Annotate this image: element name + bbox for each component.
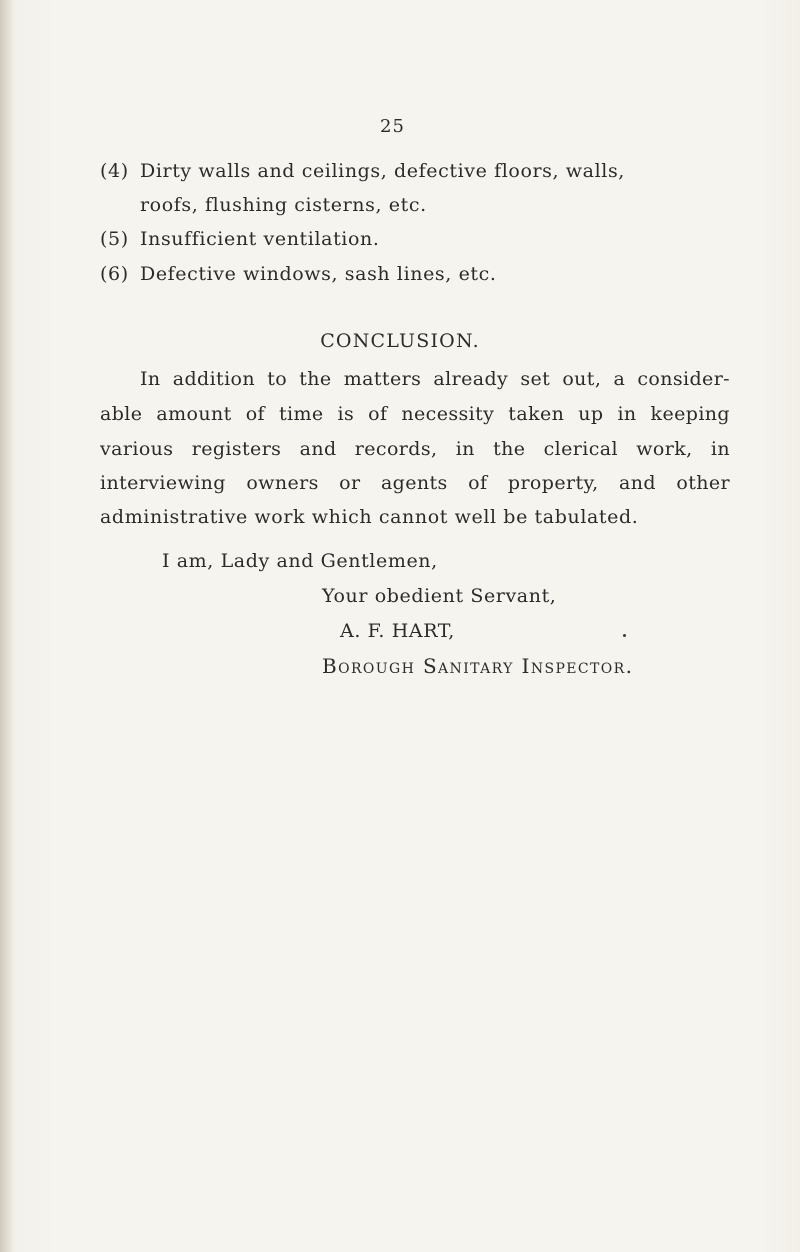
paragraph-line: able amount of time is of necessity taken up in keeping xyxy=(100,403,730,425)
list-item-number: (5) xyxy=(100,228,129,250)
closing-salutation: I am, Lady and Gentlemen, xyxy=(162,550,438,572)
page-binding-edge xyxy=(0,0,14,1252)
section-heading: CONCLUSION. xyxy=(320,330,480,352)
paragraph-line: interviewing owners or agents of property, and other xyxy=(100,472,730,494)
list-item-text: Dirty walls and ceilings, defective floors, walls, xyxy=(140,160,625,182)
list-item-number: (6) xyxy=(100,263,129,285)
signature-name: A. F. HART, xyxy=(340,620,455,642)
page-number: 25 xyxy=(380,116,405,137)
list-item-number: (4) xyxy=(100,160,129,182)
closing-valediction: Your obedient Servant, xyxy=(322,585,557,607)
paragraph-line: administrative work which cannot well be tabulated. xyxy=(100,506,639,528)
list-item-text: roofs, flushing cisterns, etc. xyxy=(140,194,427,216)
paragraph-line: In addition to the matters already set out, a consider- xyxy=(140,368,730,390)
paragraph-line: various registers and records, in the clerical work, in xyxy=(100,438,730,460)
signature-title: Borough Sanitary Inspector. xyxy=(322,654,634,678)
list-item-text: Insufficient ventilation. xyxy=(140,228,380,250)
list-item-text: Defective windows, sash lines, etc. xyxy=(140,263,497,285)
stray-dot-mark xyxy=(623,634,626,637)
